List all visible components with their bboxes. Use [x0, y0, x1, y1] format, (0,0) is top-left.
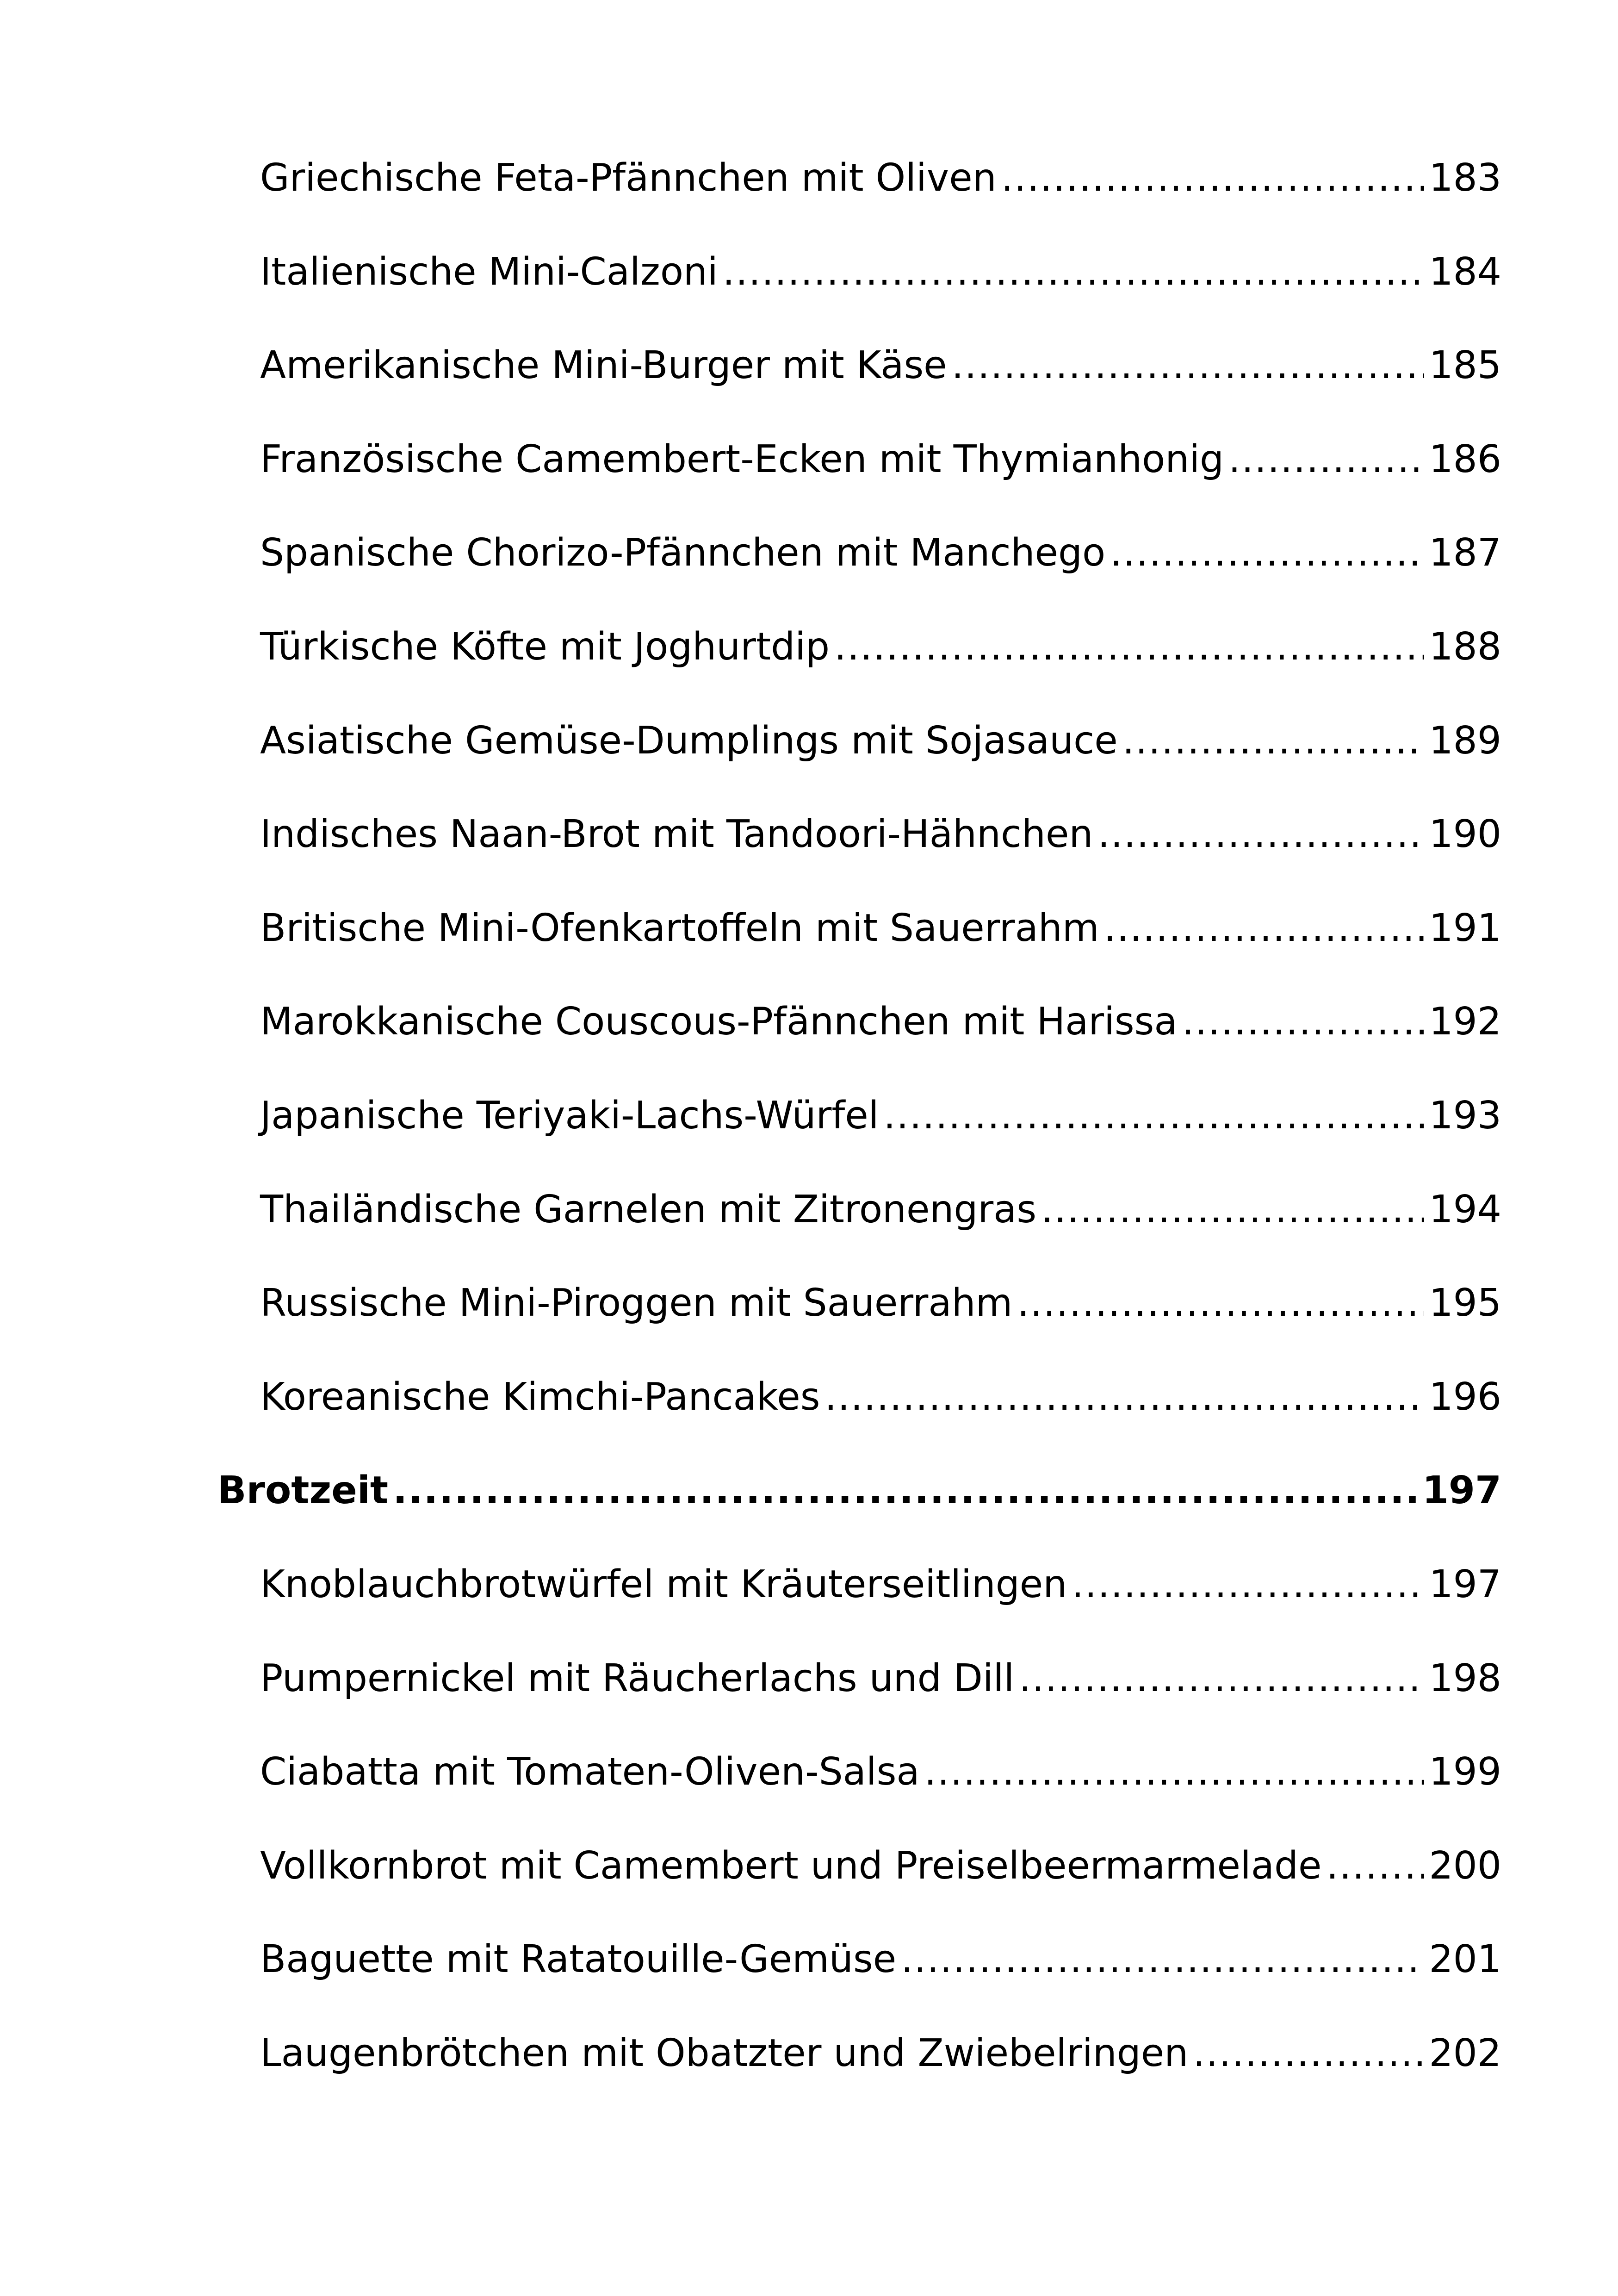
dot-leader: [1041, 1184, 1424, 1235]
toc-chapter-entry: [217, 1465, 1501, 1516]
dot-leader: [393, 1465, 1418, 1516]
dot-leader: [1001, 153, 1425, 204]
toc-entry: [260, 1090, 1501, 1141]
dot-leader: [1182, 996, 1425, 1047]
toc-entry: [260, 1184, 1501, 1235]
toc-entry: [260, 340, 1501, 391]
entry-title: Pumpernickel mit Räucherlachs und Dill: [260, 1656, 1015, 1700]
page-number: 196: [1429, 1375, 1501, 1419]
entry-title: Knoblauchbrotwürfel mit Kräuterseitlingen: [260, 1562, 1067, 1606]
toc-entry: [260, 809, 1501, 860]
toc-entry: [260, 528, 1501, 579]
page-number: 189: [1429, 719, 1501, 763]
page-number: 198: [1429, 1656, 1501, 1700]
entry-title: Amerikanische Mini-Burger mit Käse: [260, 343, 947, 387]
toc-entry: [260, 434, 1501, 485]
entry-title: Italienische Mini-Calzoni: [260, 250, 718, 294]
dot-leader: [1110, 528, 1424, 579]
page-number: 183: [1429, 156, 1501, 200]
page-number: 201: [1429, 1937, 1501, 1981]
dot-leader: [924, 1747, 1425, 1798]
toc-entry: [260, 2028, 1501, 2079]
dot-leader: [1228, 434, 1424, 485]
toc-entry: [260, 1559, 1501, 1610]
entry-title: Asiatische Gemüse-Dumplings mit Sojasauce: [260, 719, 1118, 763]
entry-title: Britische Mini-Ofenkartoffeln mit Sauerrahm: [260, 906, 1099, 950]
entry-title: Französische Camembert-Ecken mit Thymianhonig: [260, 437, 1224, 481]
entry-title: Japanische Teriyaki-Lachs-Würfel: [260, 1094, 879, 1138]
dot-leader: [1072, 1559, 1424, 1610]
dot-leader: [824, 1372, 1424, 1423]
toc-entry: [260, 903, 1501, 954]
dot-leader: [1326, 1841, 1424, 1892]
dot-leader: [1193, 2028, 1424, 2079]
toc-entry: [260, 1747, 1501, 1798]
page-number: 190: [1429, 812, 1501, 856]
toc-entry: [260, 1841, 1501, 1892]
entry-title: Türkische Köfte mit Joghurtdip: [260, 625, 830, 669]
page-number: 197: [1429, 1562, 1501, 1606]
toc-entry: [260, 996, 1501, 1047]
page-number: 200: [1429, 1844, 1501, 1888]
toc-entry: [260, 247, 1501, 298]
page-number: 185: [1429, 343, 1501, 387]
entry-title: Vollkornbrot mit Camembert und Preiselbeermarmelade: [260, 1844, 1322, 1888]
page-number: 199: [1429, 1750, 1501, 1794]
entry-title: Spanische Chorizo-Pfännchen mit Manchego: [260, 531, 1106, 575]
page-number: 195: [1429, 1281, 1501, 1325]
toc-entry: [260, 622, 1501, 672]
page-number: 187: [1429, 531, 1501, 575]
entry-title: Thailändische Garnelen mit Zitronengras: [260, 1188, 1037, 1232]
dot-leader: [952, 340, 1425, 391]
dot-leader: [883, 1090, 1424, 1141]
page-number: 202: [1429, 2031, 1501, 2075]
entry-title: Ciabatta mit Tomaten-Oliven-Salsa: [260, 1750, 920, 1794]
page-number: 184: [1429, 250, 1501, 294]
dot-leader: [1097, 809, 1424, 860]
page-number: 194: [1429, 1188, 1501, 1232]
entry-title: Griechische Feta-Pfännchen mit Oliven: [260, 156, 997, 200]
toc-entry: [260, 1934, 1501, 1985]
entry-title: Laugenbrötchen mit Obatzter und Zwiebelringen: [260, 2031, 1189, 2075]
entry-title: Indisches Naan-Brot mit Tandoori-Hähnchen: [260, 812, 1093, 856]
page-number: 191: [1429, 906, 1501, 950]
dot-leader: [901, 1934, 1424, 1985]
toc-entry: [260, 1653, 1501, 1704]
toc-entry: [260, 1372, 1501, 1423]
page-number: 186: [1429, 437, 1501, 481]
page-number: 188: [1429, 625, 1501, 669]
toc-entry: [260, 153, 1501, 204]
entry-title: Marokkanische Couscous-Pfännchen mit Harissa: [260, 1000, 1178, 1044]
dot-leader: [1019, 1653, 1424, 1704]
dot-leader: [723, 247, 1425, 298]
page-number: 192: [1429, 1000, 1501, 1044]
dot-leader: [1104, 903, 1425, 954]
page-number: 197: [1422, 1468, 1501, 1512]
chapter-title: Brotzeit: [217, 1468, 389, 1512]
entry-title: Koreanische Kimchi-Pancakes: [260, 1375, 820, 1419]
entry-title: Baguette mit Ratatouille-Gemüse: [260, 1937, 897, 1981]
toc-entry: [260, 716, 1501, 766]
page-number: 193: [1429, 1094, 1501, 1138]
toc-entry: [260, 1278, 1501, 1329]
dot-leader: [1017, 1278, 1424, 1329]
dot-leader: [1122, 716, 1425, 766]
entry-title: Russische Mini-Piroggen mit Sauerrahm: [260, 1281, 1013, 1325]
dot-leader: [834, 622, 1424, 672]
